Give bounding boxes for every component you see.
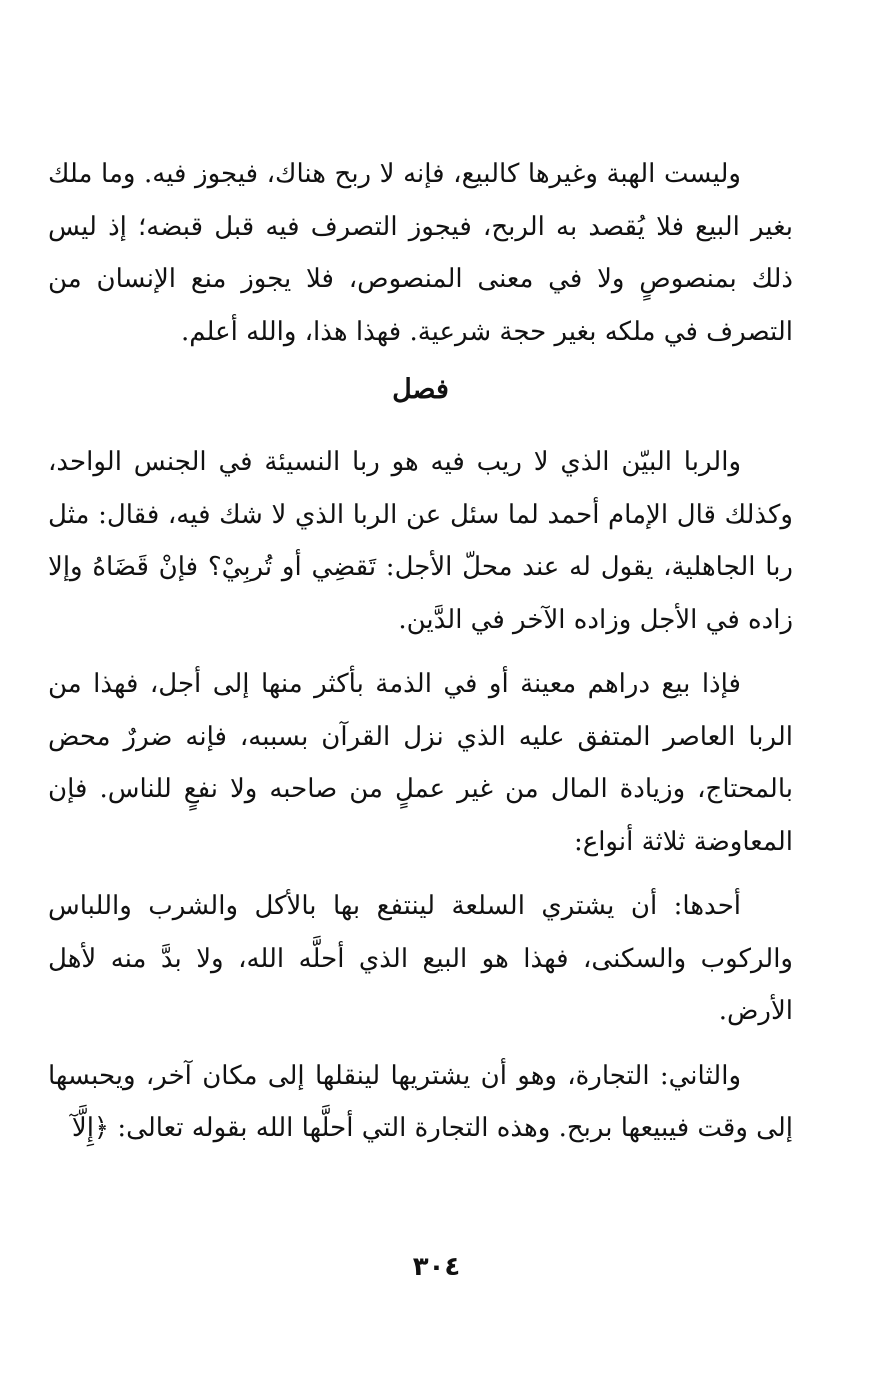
paragraph-5: والثاني: التجارة، وهو أن يشتريها لينقلها إلى مكان آخر، ويحبسها إلى وقت فيبيعها بربح. وهذه التجارة التي أحلَّها الله بقوله تعالى: ﴿إِلَّآ: [48, 1060, 793, 1143]
paragraph-4: أحدها: أن يشتري السلعة لينتفع بها بالأكل والشرب واللباس والركوب والسكنى، فهذا هو البيع الذي أحلَّه الله، ولا بدَّ منه لأهل الأرض.: [48, 891, 793, 1026]
paragraph-2: والربا البيّن الذي لا ريب فيه هو ربا النسيئة في الجنس الواحد، وكذلك قال الإمام أحمد لما سئل عن الربا الذي لا شك فيه، فقال: مثل ربا الجاهلية، يقول له عند محلّ الأجل: تَقضِي أو تُربِيْ؟ فإنْ قَضَاهُ وإلا زاده في الأجل وزاده الآخر في الدَّين.: [48, 447, 793, 635]
section-heading: فصل: [392, 374, 449, 405]
paragraph-1: وليست الهبة وغيرها كالبيع، فإنه لا ربح هناك، فيجوز فيه. وما ملك بغير البيع فلا يُقصد به الربح، فيجوز التصرف فيه قبل قبضه؛ إذ ليس ذلك بمنصوصٍ ولا في معنى المنصوص، فلا يجوز منع الإنسان من التصرف في ملكه بغير حجة شرعية. فهذا هذا، والله أعلم.: [48, 159, 793, 347]
paragraph-3: فإذا بيع دراهم معينة أو في الذمة بأكثر منها إلى أجل، فهذا من الربا العاصر المتفق عليه الذي نزل القرآن بسببه، فإنه ضررٌ محض بالمحتاج، وزيادة المال من غير عملٍ من صاحبه ولا نفعٍ للناس. فإن المعاوضة ثلاثة أنواع:: [48, 669, 793, 857]
page-body-text: [48, 148, 793, 1155]
page-number: ٣٠٤: [412, 1252, 461, 1282]
